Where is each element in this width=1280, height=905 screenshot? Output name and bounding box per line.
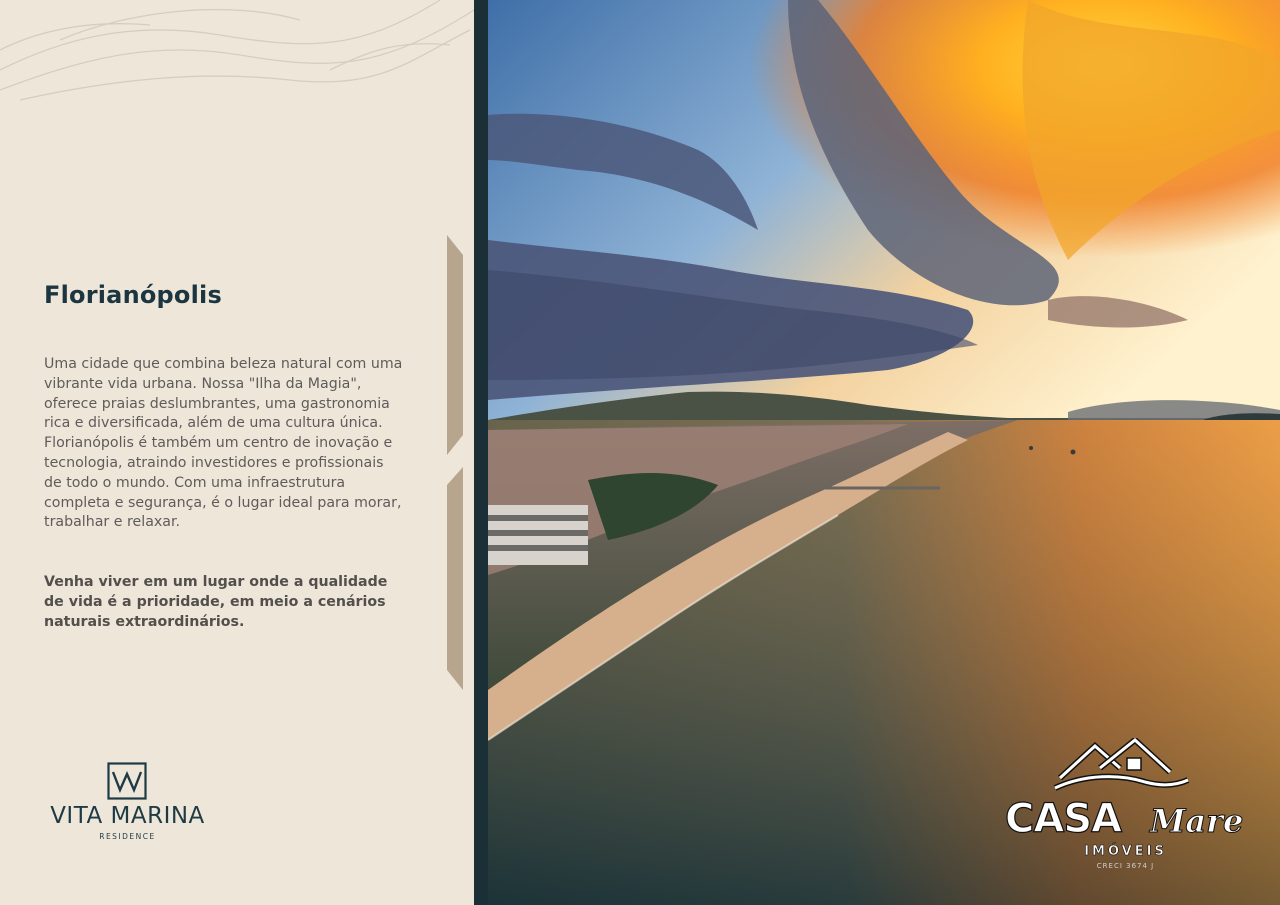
closing-paragraph: Venha viver em um lugar onde a qualidade de vida é a prioridade, em meio a cenários naturais extraordinários. [44, 574, 388, 630]
vita-marina-subtitle: RESIDENCE [99, 832, 156, 841]
chevron-accent-shapes [445, 235, 465, 690]
casa-mare-registration: CRECI 3674 J [1096, 862, 1155, 870]
page-title: Florianópolis [44, 281, 222, 309]
casa-mare-logo [1000, 738, 1250, 878]
intro-paragraph: Uma cidade que combina beleza natural com uma vibrante vida urbana. Nossa "Ilha da Magia", oferece praias deslumbrantes, uma gastronomia rica e diversificada, além de uma cultura única. Florianópolis é também um centro de inovação e tecnologia, atraindo investidores e profissionais de todo o mundo. Com uma infraestrutura completa e segurança, é o lugar ideal para morar, trabalhar e relaxar. [44, 356, 403, 531]
vita-marina-logo [40, 762, 220, 844]
divider-strip [474, 0, 488, 905]
casa-mare-subtitle: IMÓVEIS [1084, 844, 1167, 859]
vita-marina-name: VITA MARINA [50, 803, 205, 829]
casa-mare-wordmark: CASA [1005, 796, 1122, 842]
casa-mare-script: Mare [1150, 802, 1244, 840]
vm-monogram-icon [107, 762, 147, 800]
house-wave-icon [1050, 738, 1190, 796]
info-panel [0, 0, 474, 905]
decorative-wave-lines [0, 0, 474, 110]
